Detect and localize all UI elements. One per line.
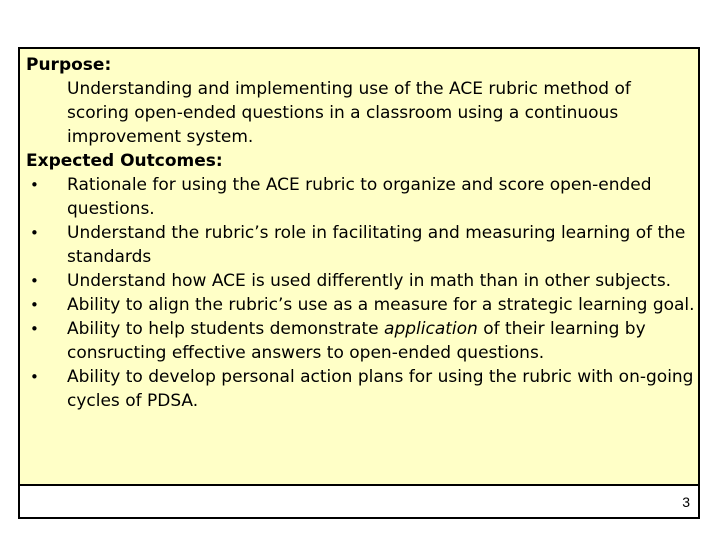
outcome-item <box>26 317 695 365</box>
purpose-text: Understanding and implementing use of the ACE rubric method of scoring open-ended questions in a classroom using a continuous improvement system. <box>67 79 631 147</box>
bullet-icon: • <box>30 320 39 338</box>
bullet-icon: • <box>30 224 39 242</box>
outcome-text: Ability to align the rubric’s use as a measure for a strategic learning goal. <box>67 295 695 315</box>
outcome-text: Understand how ACE is used differently in math than in other subjects. <box>67 271 672 291</box>
outcomes-heading: Expected Outcomes: <box>26 151 223 171</box>
bullet-icon: • <box>30 176 39 194</box>
bullet-icon: • <box>30 296 39 314</box>
page-number: 3 <box>682 494 690 510</box>
content-box <box>20 49 698 486</box>
outcome-text-after: of their learning by consructing effective answers to open-ended questions. <box>67 319 646 363</box>
outcomes-list <box>26 173 695 413</box>
purpose-heading: Purpose: <box>26 55 112 75</box>
outcome-item <box>26 221 695 269</box>
outcome-item <box>26 293 695 317</box>
outcome-item <box>26 365 695 413</box>
outcome-item <box>26 269 695 293</box>
bullet-icon: • <box>30 368 39 386</box>
outcome-text: Ability to develop personal action plans for using the rubric with on-going cycles of PDSA. <box>67 367 694 411</box>
outcome-item <box>26 173 695 221</box>
outcome-emphasis: application <box>384 319 478 339</box>
bullet-icon: • <box>30 272 39 290</box>
outcome-text: Understand the rubric’s role in facilitating and measuring learning of the standards <box>67 223 686 267</box>
outcome-text-before: Ability to help students demonstrate <box>67 319 385 339</box>
outcome-text: Rationale for using the ACE rubric to organize and score open-ended questions. <box>67 175 652 219</box>
